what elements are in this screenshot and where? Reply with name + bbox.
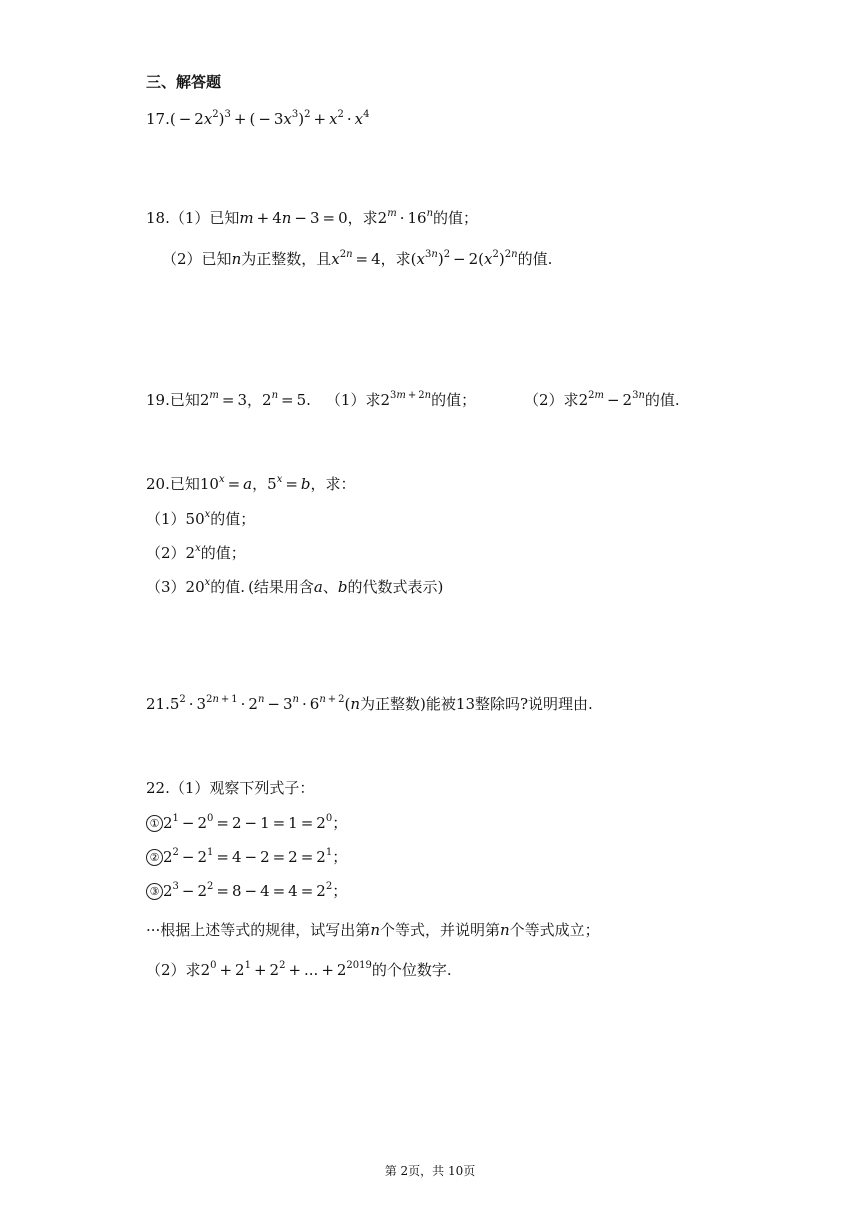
part-tag: （2） [524, 391, 564, 409]
text: 的值. [644, 391, 680, 409]
text: 的个位数字. [371, 961, 452, 979]
text: 整除吗?说明理由. [475, 695, 593, 713]
math-variable: n [500, 921, 510, 939]
question-number: 17. [146, 110, 170, 128]
text: 已知 [169, 475, 200, 493]
text: 个等式成立； [509, 921, 600, 939]
text: 的代数式表示) [347, 578, 444, 596]
section-heading: 三、解答题 [146, 73, 222, 91]
part-tag: （2） [146, 544, 186, 562]
question-number: 19. [146, 391, 170, 409]
text: 求 [185, 961, 201, 979]
page-footer: 第 2页，共 10页 [384, 1164, 476, 1178]
question-20-part-3 [146, 576, 443, 598]
question-20-part-2 [146, 542, 246, 564]
text: 的值. [517, 250, 553, 268]
text: 已知 [201, 250, 232, 268]
question-18-part-2 [162, 248, 552, 270]
text: ，求： [310, 475, 356, 493]
math-expression: $x^{2n} = 4$ [331, 249, 381, 268]
question-22-conclusion [146, 919, 600, 941]
part-tag: （1） [169, 779, 210, 797]
math-expression: $2^m = 3$ [199, 390, 248, 409]
text: ，求 [347, 209, 378, 227]
math-expression: ( − $2x^2)^3$ + ( − $3x^3)^2 + x^2 \cdot x^4$ [169, 109, 370, 128]
text: 已知 [209, 209, 240, 227]
text: 、 [322, 578, 338, 596]
text: (结果用含 [248, 578, 314, 596]
number: 13 [455, 695, 475, 713]
equation-1 [146, 812, 347, 834]
math-expression: $2^{3m + 2n}$ [380, 390, 432, 409]
text: 的值； [433, 209, 479, 227]
math-expression: m + 4n − 3 = 0 [239, 209, 348, 227]
question-17 [146, 108, 370, 130]
circled-number: ② [146, 849, 163, 866]
question-number: 21. [146, 695, 170, 713]
text: . [306, 391, 311, 409]
math-expression: $5^x = b$ [267, 474, 311, 493]
equation-3 [146, 880, 347, 902]
text: ，求 [380, 250, 411, 268]
math-expression: $2^0 + 2^1 + 2^2$ + ... + $2^{2019}$ [200, 960, 372, 979]
part-tag: （1） [146, 510, 186, 528]
question-number: 20. [146, 475, 170, 493]
text: 的值； [200, 544, 246, 562]
text: 的值； [210, 510, 256, 528]
math-expression: 20$^x$ [185, 577, 211, 596]
math-expression: 2$^x$ [185, 543, 201, 562]
math-expression: $5^2 \cdot 3^{2n + 1} \cdot 2^n - 3^n \cdot 6^{n + 2}(n$ [169, 694, 361, 713]
math-variable: n [231, 250, 242, 268]
question-20 [146, 473, 356, 495]
math-expression: $2^n = 5$ [262, 390, 307, 409]
equation-2 [146, 846, 347, 868]
math-expression: $2^2 - 2^1 = 4 - 2 = 2 = 2^1$； [163, 847, 348, 866]
question-21 [146, 693, 593, 715]
text: 为正整数，且 [241, 250, 332, 268]
text: ， [247, 391, 263, 409]
math-expression: $2^{2m} - 2^{3n}$ [578, 390, 645, 409]
text: 观察下列式子： [209, 779, 315, 797]
part-tag: （2） [146, 961, 186, 979]
question-20-part-1 [146, 508, 255, 530]
text: 的值. [210, 578, 246, 596]
part-tag: （1） [325, 391, 366, 409]
question-18-part-1 [146, 207, 478, 229]
text: 个等式，并说明第 [379, 921, 500, 939]
text: ···根据上述等式的规律，试写出第 [146, 921, 371, 939]
part-tag: （2） [162, 250, 202, 268]
math-variable: b [337, 578, 348, 596]
math-variable: a [313, 578, 323, 596]
question-number: 22. [146, 779, 170, 797]
math-variable: n [370, 921, 380, 939]
text: 已知 [169, 391, 200, 409]
math-expression: $10^x = a$ [199, 474, 253, 493]
math-expression: $2^m \cdot 16^n$ [377, 208, 434, 227]
circled-number: ③ [146, 883, 163, 900]
circled-number: ① [146, 815, 163, 832]
text: 求 [563, 391, 579, 409]
question-22-part-1 [146, 777, 314, 799]
text: 为正整数)能被 [360, 695, 456, 713]
math-expression: $2^3 - 2^2 = 8 - 4 = 4 = 2^2$； [163, 881, 348, 900]
question-19 [146, 389, 476, 411]
math-expression: $(x^{3n})^2 - 2(x^2)^{2n}$ [410, 249, 518, 268]
question-number: 18. [146, 209, 170, 227]
text: 的值； [431, 391, 477, 409]
question-19-part-2 [524, 389, 680, 411]
part-tag: （3） [146, 578, 186, 596]
text: ， [252, 475, 268, 493]
math-expression: 50$^x$ [185, 509, 211, 528]
question-22-part-2 [146, 959, 452, 981]
text: 求 [365, 391, 381, 409]
math-expression: $2^1 - 2^0 = 2 - 1 = 1 = 2^0$； [163, 813, 348, 832]
part-tag: （1） [169, 209, 210, 227]
